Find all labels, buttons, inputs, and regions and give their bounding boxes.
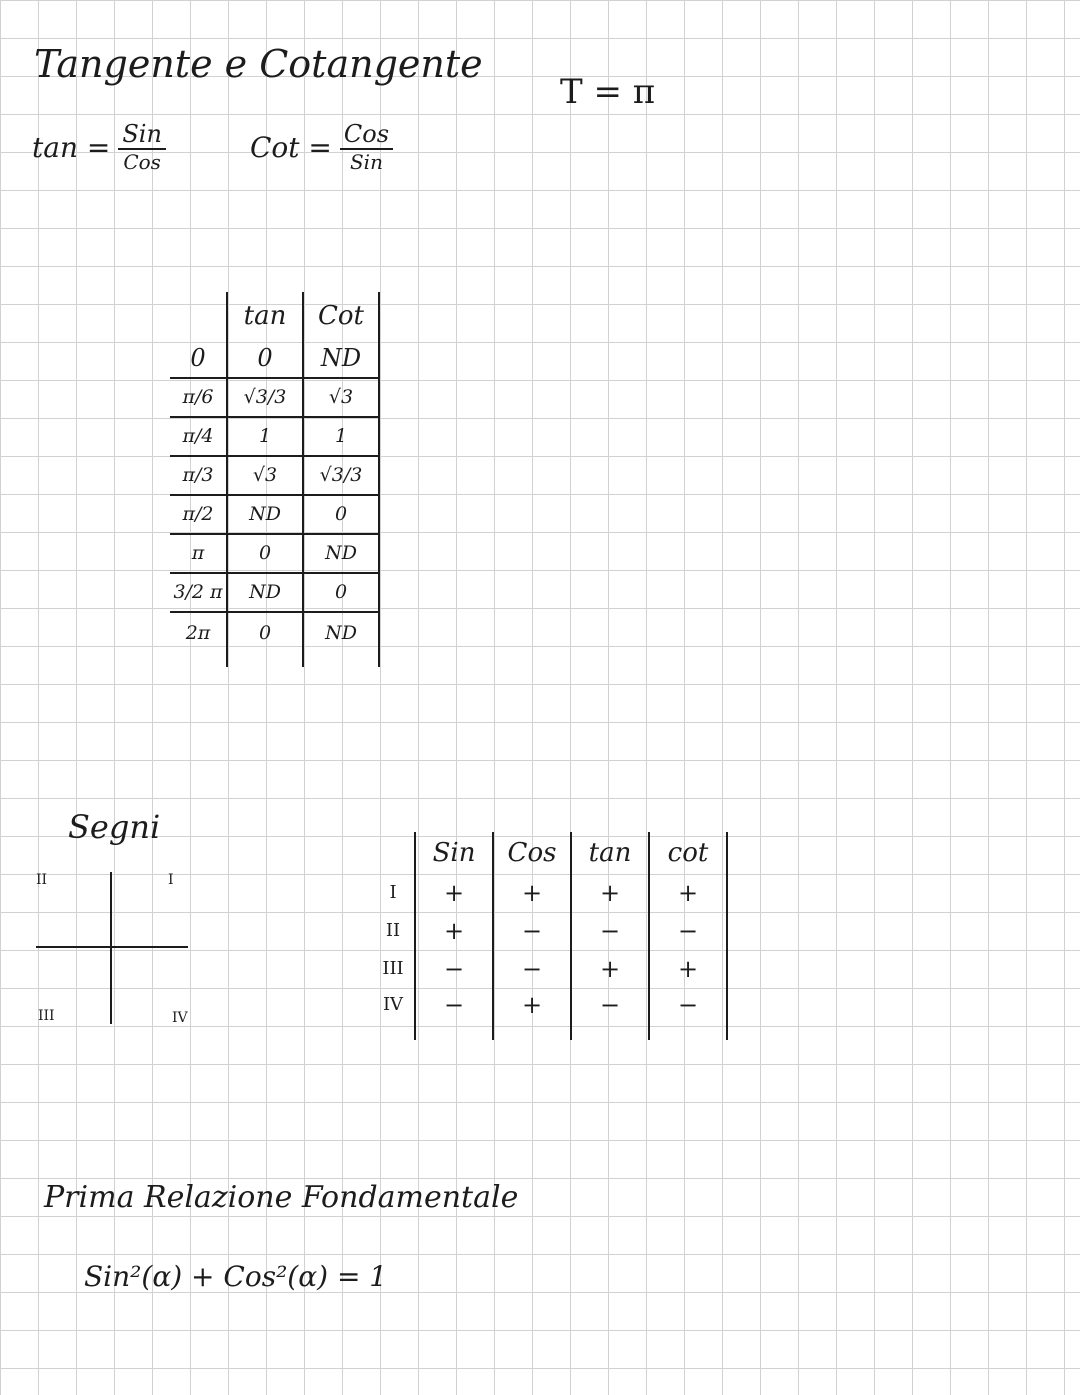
signs-table bbox=[372, 832, 728, 1040]
cot-sign: + bbox=[648, 950, 728, 988]
tan-sign: − bbox=[570, 912, 648, 950]
cot-sign: − bbox=[648, 988, 728, 1040]
values-table bbox=[170, 292, 380, 667]
quadrant-cell: II bbox=[385, 920, 401, 941]
angle-cell: π/2 bbox=[182, 503, 214, 525]
table-row bbox=[170, 457, 380, 496]
signs-table-header bbox=[372, 832, 728, 874]
tan-sign: + bbox=[570, 874, 648, 912]
relation-title: Prima Relazione Fondamentale bbox=[44, 1180, 519, 1215]
cos-sign: − bbox=[492, 912, 570, 950]
header-cos: Cos bbox=[492, 832, 570, 874]
cot-cell: √3/3 bbox=[302, 457, 380, 494]
angle-cell: 2π bbox=[185, 622, 211, 644]
cos-sign: + bbox=[492, 874, 570, 912]
quadrant-cell: III bbox=[382, 958, 404, 979]
cot-cell: ND bbox=[302, 340, 380, 377]
tan-cell: √3/3 bbox=[226, 379, 302, 416]
relation-equation: Sin²(α) + Cos²(α) = 1 bbox=[84, 1260, 388, 1293]
cot-cell: ND bbox=[302, 535, 380, 572]
cot-sign: + bbox=[648, 874, 728, 912]
quadrant-axes bbox=[30, 868, 200, 1032]
cos-sign: + bbox=[492, 988, 570, 1040]
values-table-header bbox=[170, 292, 380, 340]
angle-cell: π/4 bbox=[182, 425, 214, 447]
table-row bbox=[170, 418, 380, 457]
axes-drawing bbox=[30, 868, 200, 1028]
tan-cell: ND bbox=[226, 496, 302, 533]
table-row bbox=[170, 574, 380, 613]
header-quadrant bbox=[372, 832, 414, 874]
cot-denominator: Sin bbox=[349, 150, 383, 174]
cos-sign: − bbox=[492, 950, 570, 988]
angle-cell: π/3 bbox=[182, 464, 214, 486]
quadrant-cell: IV bbox=[382, 994, 404, 1015]
header-cot: cot bbox=[648, 832, 728, 874]
table-row bbox=[372, 988, 728, 1040]
tan-cell: 1 bbox=[226, 418, 302, 455]
quadrant-label: IV bbox=[172, 1010, 188, 1026]
tan-denominator: Cos bbox=[123, 150, 161, 174]
table-row bbox=[170, 496, 380, 535]
table-row bbox=[170, 379, 380, 418]
cot-cell: 1 bbox=[302, 418, 380, 455]
cot-numerator: Cos bbox=[340, 120, 393, 150]
cot-cell: √3 bbox=[302, 379, 380, 416]
table-row bbox=[372, 912, 728, 950]
header-angle bbox=[170, 292, 226, 340]
header-cot: Cot bbox=[302, 292, 380, 340]
tan-lhs: tan = bbox=[32, 130, 111, 164]
tan-cell: √3 bbox=[226, 457, 302, 494]
tan-cell: 0 bbox=[226, 613, 302, 667]
sin-sign: − bbox=[414, 950, 492, 988]
angle-cell: π/6 bbox=[182, 386, 214, 408]
cot-cell: 0 bbox=[302, 496, 380, 533]
period-note: T = π bbox=[560, 72, 656, 112]
table-row bbox=[170, 535, 380, 574]
tan-sign: − bbox=[570, 988, 648, 1040]
quadrant-label: II bbox=[36, 872, 48, 888]
cot-cell: 0 bbox=[302, 574, 380, 611]
table-row bbox=[170, 340, 380, 379]
sin-sign: + bbox=[414, 912, 492, 950]
tan-cell: 0 bbox=[226, 535, 302, 572]
tan-numerator: Sin bbox=[118, 120, 166, 150]
page-title: Tangente e Cotangente bbox=[34, 42, 483, 86]
tan-definition bbox=[32, 120, 166, 174]
tan-sign: + bbox=[570, 950, 648, 988]
header-tan: tan bbox=[226, 292, 302, 340]
cot-definition bbox=[250, 120, 393, 174]
sin-sign: + bbox=[414, 874, 492, 912]
angle-cell: 0 bbox=[190, 344, 206, 372]
cot-cell: ND bbox=[302, 613, 380, 667]
table-row bbox=[170, 613, 380, 667]
table-row bbox=[372, 950, 728, 988]
tan-cell: 0 bbox=[226, 340, 302, 377]
header-tan: tan bbox=[570, 832, 648, 874]
quadrant-label: I bbox=[168, 872, 174, 888]
sin-sign: − bbox=[414, 988, 492, 1040]
segni-label: Segni bbox=[68, 808, 161, 846]
angle-cell: π bbox=[191, 542, 205, 564]
quadrant-cell: I bbox=[389, 882, 397, 903]
cot-lhs: Cot = bbox=[250, 130, 332, 164]
quadrant-label: III bbox=[38, 1008, 55, 1024]
cot-sign: − bbox=[648, 912, 728, 950]
table-row bbox=[372, 874, 728, 912]
angle-cell: 3/2 π bbox=[173, 581, 223, 603]
cot-fraction bbox=[340, 120, 393, 174]
tan-cell: ND bbox=[226, 574, 302, 611]
tan-fraction bbox=[118, 120, 166, 174]
header-sin: Sin bbox=[414, 832, 492, 874]
